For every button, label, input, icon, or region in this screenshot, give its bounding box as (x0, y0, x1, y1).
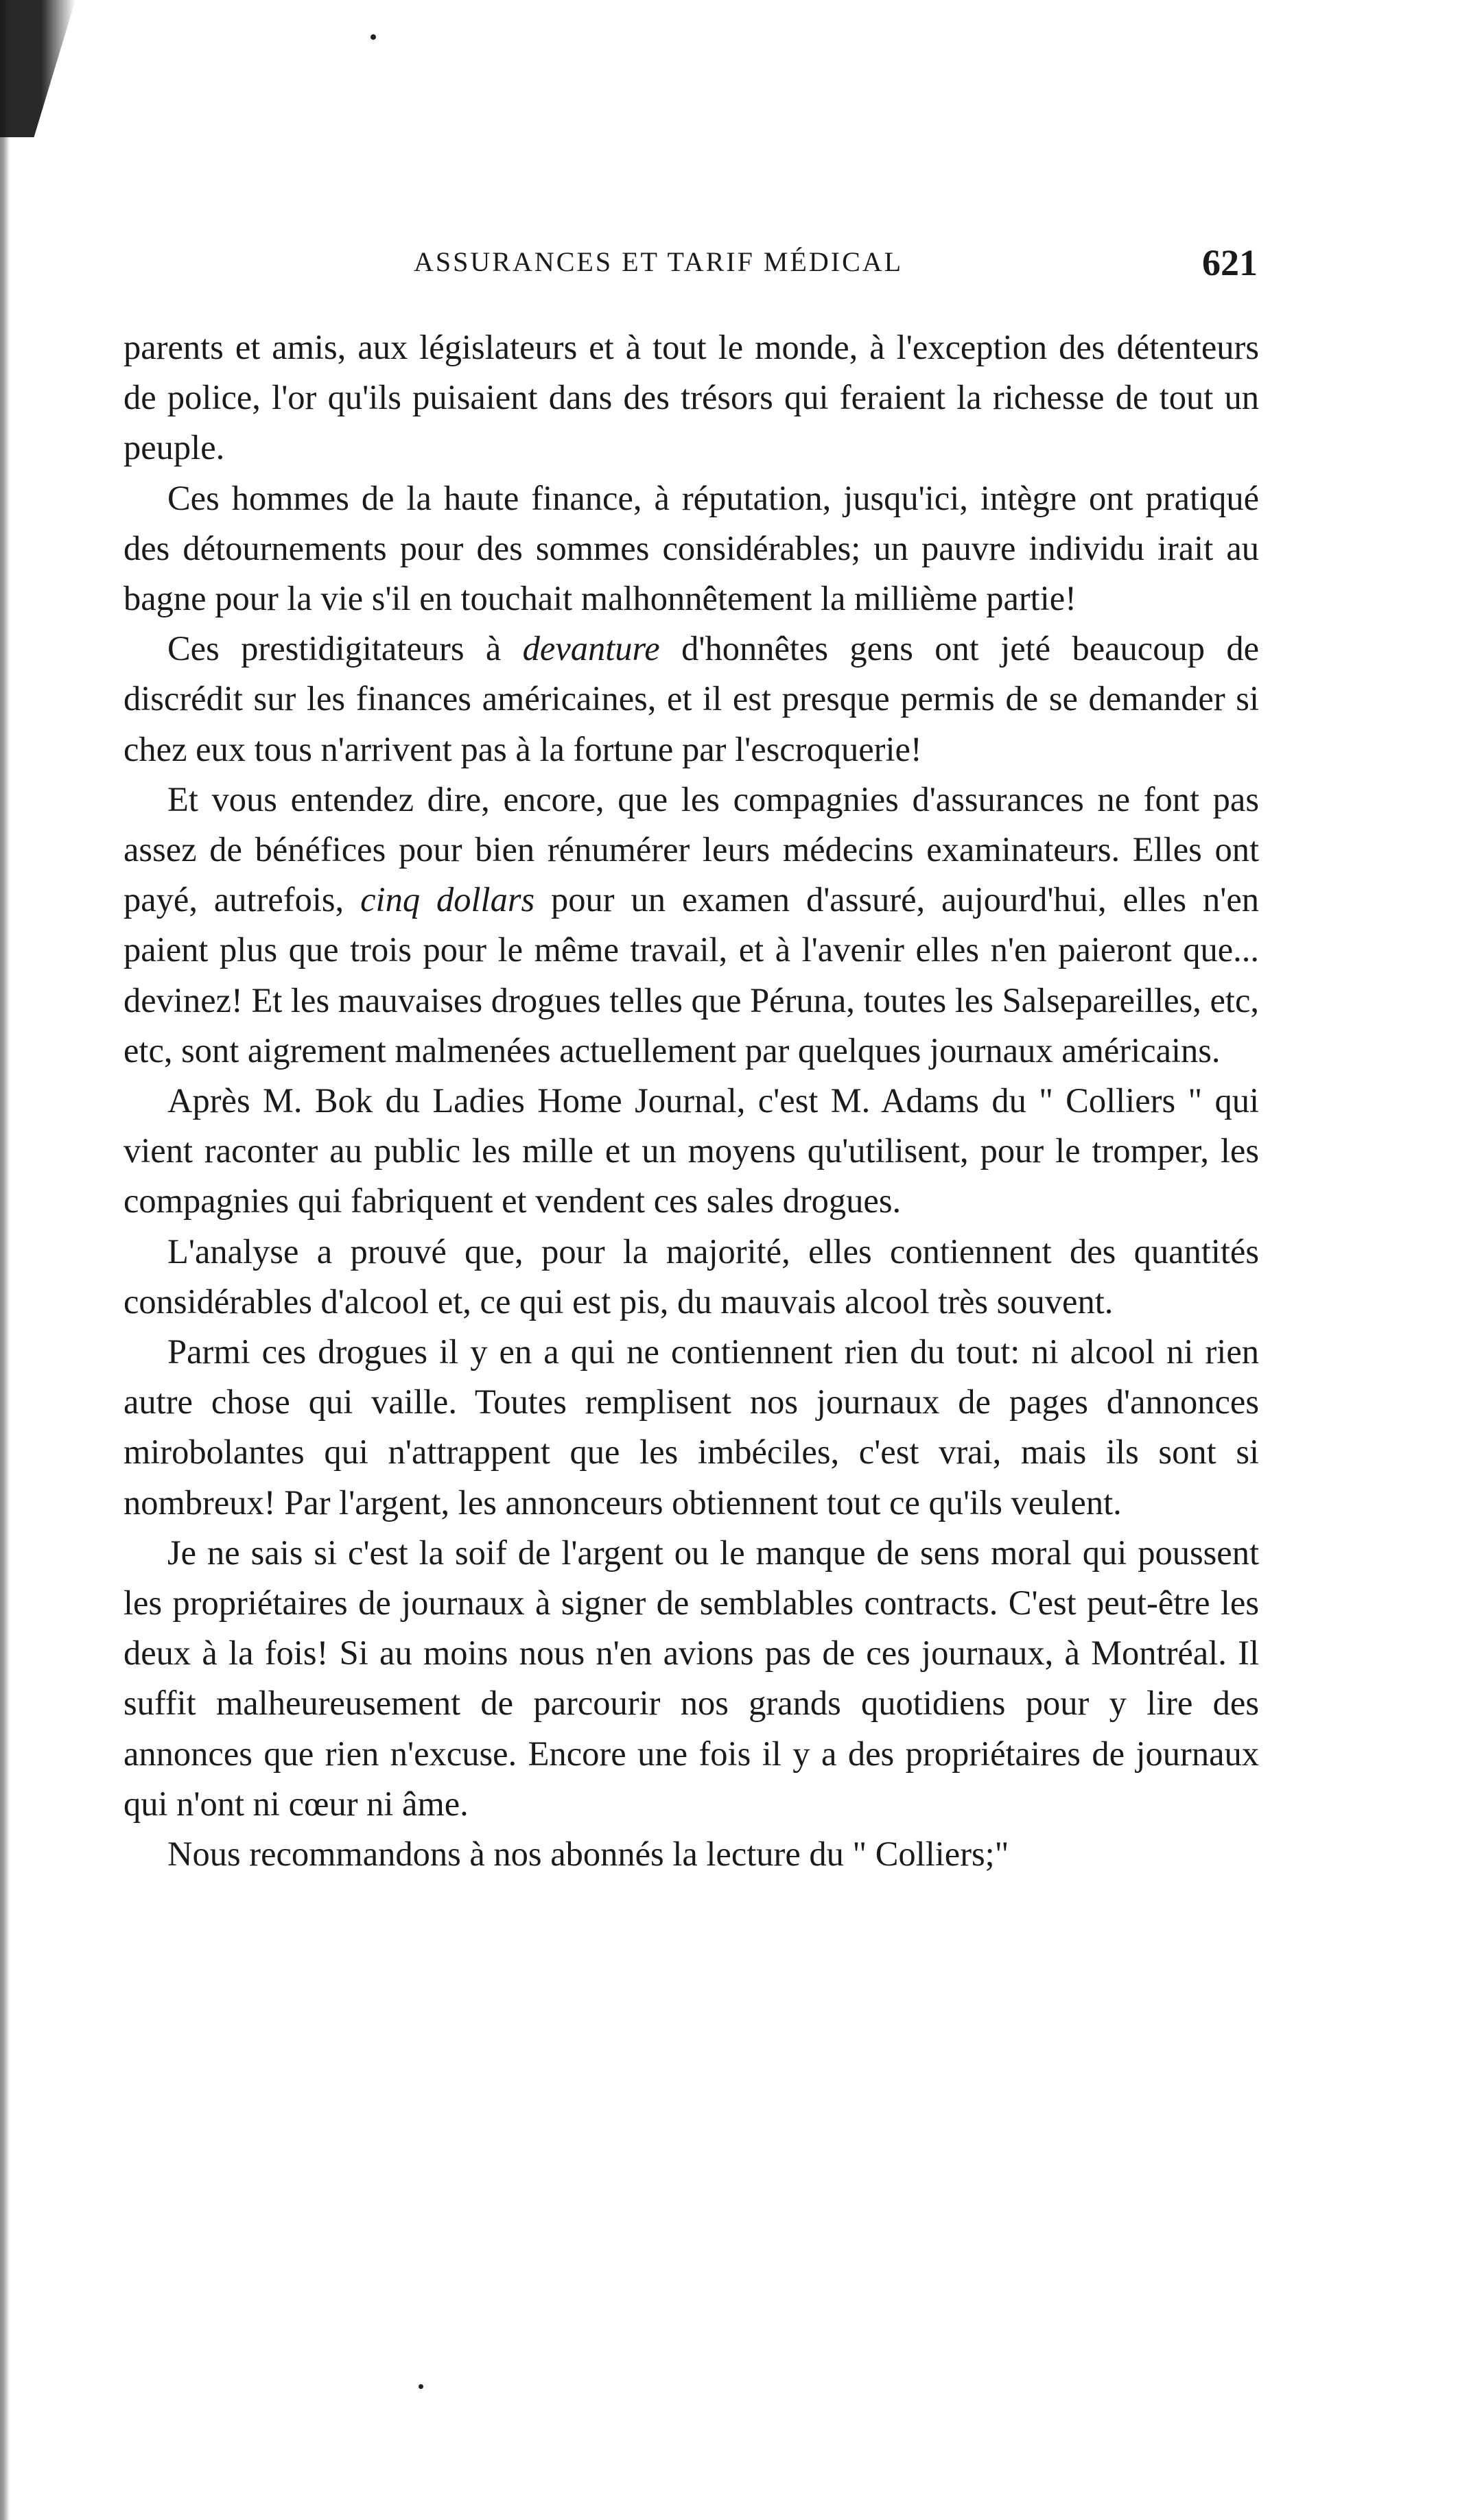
paragraph (124, 473, 1259, 624)
paragraph-text: Et vous entendez dire, encore, que les compagnies d'assurances ne font pas assez de bénéfices pour bien rénumérer leurs médecins examinateurs. Elles ont payé, autrefois, (124, 779, 1259, 919)
paragraph-text: L'analyse a prouvé que, pour la majorité, elles contiennent des quantités considérables d'alcool et, ce qui est pis, du mauvais alcool très souvent. (124, 1232, 1259, 1321)
paragraph-text: Parmi ces drogues il y en a qui ne contiennent rien du tout: ni alcool ni rien autre chose qui vaille. Toutes remplisent nos journaux de pages d'annonces mirobolantes qui n'attrappent que les imbéciles, c'est vrai, mais ils sont si nombreux! Par l'argent, les annonceurs obtiennent tout ce qu'ils veulent. (124, 1332, 1259, 1522)
paragraph (124, 1227, 1259, 1327)
paragraph-text: Je ne sais si c'est la soif de l'argent ou le manque de sens moral qui poussent les propriétaires de journaux à signer de semblables contracts. C'est peut-être les deux à la fois! Si au moins nous n'en avions pas de ces journaux, à Montréal. Il suffit malheureusement de parcourir nos grands quotidiens pour y lire des annonces que rien n'excuse. Encore une fois il y a des propriétaires de journaux qui n'ont ni cœur ni âme. (124, 1533, 1259, 1823)
italic-phrase: devanture (522, 629, 660, 668)
paragraph-text: Ces hommes de la haute finance, à réputation, jusqu'ici, intègre ont pratiqué des détournements pour des sommes considérables; un pauvre individu irait au bagne pour la vie s'il en touchait malhonnêtement la millième partie! (124, 478, 1259, 618)
paragraph (124, 1327, 1259, 1528)
binding-shadow (0, 0, 10, 2520)
binding-corner-shadow (0, 0, 75, 137)
paragraph-text: parents et amis, aux législateurs et à tout le monde, à l'exception des détenteurs de police, l'or qu'ils puisaient dans des trésors qui feraient la richesse de tout un peuple. (124, 328, 1259, 467)
paragraph-text: Ces prestidigitateurs à (167, 629, 523, 668)
paragraph-text: Nous recommandons à nos abonnés la lecture du " Colliers;" (167, 1835, 1009, 1874)
paragraph (124, 1829, 1259, 1879)
italic-phrase: cinq dollars (360, 880, 535, 919)
body-text (124, 322, 1259, 1879)
paragraph-text: d'honnêtes gens ont jeté beaucoup de discrédit sur les finances américaines, et il est presque permis de se demander si chez eux tous n'arrivent pas à la fortune par l'escroquerie! (124, 629, 1259, 768)
paragraph (124, 1076, 1259, 1227)
paragraph (124, 322, 1259, 473)
dust-speck (371, 34, 376, 40)
paragraph (124, 1528, 1259, 1829)
paragraph-text: Après M. Bok du Ladies Home Journal, c'est M. Adams du " Colliers " qui vient raconter au public les mille et un moyens qu'utilisent, pour le tromper, les compagnies qui fabriquent et vendent ces sales drogues. (124, 1081, 1259, 1221)
paragraph-text: pour un examen d'assuré, aujourd'hui, elles n'en paient plus que trois pour le même travail, et à l'avenir elles n'en paieront que... devinez! Et les mauvaises drogues telles que Péruna, toutes les Salsepareilles, etc, etc, sont aigrement malmenées actuellement par quelques journaux américains. (124, 880, 1259, 1070)
paragraph (124, 624, 1259, 775)
paragraph (124, 775, 1259, 1076)
page-number: 621 (1202, 242, 1258, 283)
running-head: ASSURANCES ET TARIF MÉDICAL (414, 246, 904, 277)
page-header (414, 242, 1258, 290)
dust-speck (419, 2384, 423, 2389)
